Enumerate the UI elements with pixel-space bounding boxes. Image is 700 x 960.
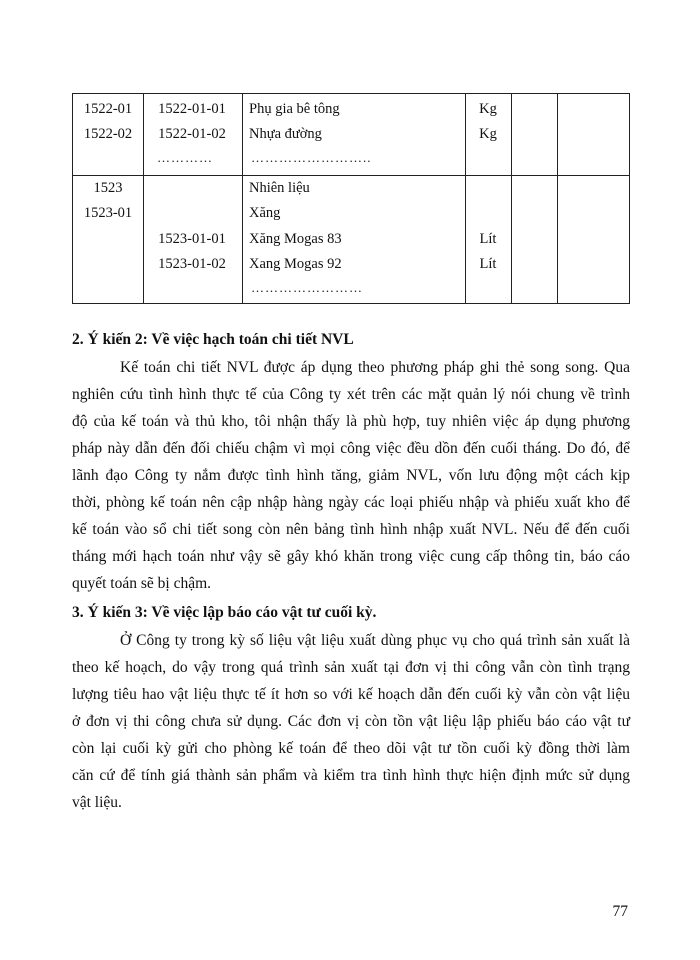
- table-cell-account: 1522-01: [83, 101, 133, 117]
- table-cell-subaccount: 1522-01-02: [158, 126, 226, 142]
- table-cell-name: Phụ gia bê tông: [249, 101, 340, 117]
- table-cell-name: Xang Mogas 92: [249, 256, 342, 272]
- table-cell-account: 1523-01: [83, 205, 133, 221]
- table-col-divider: [143, 94, 144, 303]
- table-cell-name: Xăng: [249, 205, 281, 221]
- table-col-divider: [242, 94, 243, 303]
- table-cell-name: Nhựa đường: [249, 126, 322, 142]
- paragraph-line: quyết toán sẽ bị chậm.: [72, 575, 212, 592]
- table-cell-ellipsis: ……………………..: [251, 150, 372, 165]
- paragraph-line: nghiên cứu tình hình thực tế của Công ty xét trên các mặt quản lý nói chung về trình: [72, 386, 630, 403]
- table-cell-name: Nhiên liệu: [249, 180, 310, 196]
- paragraph-line: pháp này dẫn đến đối chiếu chậm vì mọi công việc đều dồn đến cuối tháng. Do đó, để: [72, 440, 630, 457]
- table-cell-unit: Kg: [479, 101, 497, 117]
- page-number: 77: [612, 903, 628, 920]
- table-cell-name: Xăng Mogas 83: [249, 231, 342, 247]
- table-cell-subaccount: 1522-01-01: [158, 101, 226, 117]
- materials-table: [72, 93, 630, 304]
- paragraph-line: còn lại cuối kỳ gửi cho phòng kế toán để theo dõi vật tư tồn cuối kỳ đồng thời làm: [72, 740, 630, 757]
- table-cell-subaccount: 1523-01-02: [158, 256, 226, 272]
- paragraph-line: tháng mới hạch toán như vậy sẽ gây khó khăn trong việc cung cấp thông tin, báo cáo: [72, 548, 630, 565]
- paragraph-line: Ở Công ty trong kỳ số liệu vật liệu xuất dùng phục vụ cho quá trình sản xuất là: [120, 632, 630, 649]
- paragraph-line: lượng tiêu hao vật liệu thực tế ít hơn so với kế hoạch dẫn đến cuối kỳ vẫn còn vật liệu: [72, 686, 630, 703]
- table-cell-subaccount: 1523-01-01: [158, 231, 226, 247]
- table-row-divider: [73, 175, 629, 176]
- table-col-divider: [557, 94, 558, 303]
- table-cell-ellipsis: ……………………: [251, 280, 363, 295]
- paragraph-line: thời, phòng kế toán nên cập nhập hàng ngày các loại phiếu nhập và phiếu xuất kho để: [72, 494, 630, 511]
- table-cell-account: 1523: [93, 180, 123, 196]
- table-cell-account: 1522-02: [83, 126, 133, 142]
- paragraph-line: Kế toán chi tiết NVL được áp dụng theo phương pháp ghi thẻ song song. Qua: [120, 359, 630, 376]
- table-cell-unit: Kg: [479, 126, 497, 142]
- paragraph-line: kế toán vào sổ chi tiết song còn nên bảng tình hình nhập xuất NVL. Nếu để đến cuối: [72, 521, 630, 538]
- paragraph-line: độ của kế toán và thủ kho, tôi nhận thấy là phù hợp, tuy nhiên việc áp dụng phương: [72, 413, 630, 430]
- table-col-divider: [465, 94, 466, 303]
- section-2-heading: 2. Ý kiến 2: Về việc hạch toán chi tiết NVL: [72, 331, 354, 348]
- paragraph-line: lãnh đạo Công ty nắm được tình hình tăng, giảm NVL, vốn lưu động một cách kịp: [72, 467, 630, 484]
- paragraph-line: ở đơn vị thi công chưa sử dụng. Các đơn vị còn tồn vật liệu lập phiếu báo cáo vật tư: [72, 713, 630, 730]
- table-cell-unit: Lít: [479, 231, 497, 247]
- table-col-divider: [511, 94, 512, 303]
- table-cell-unit: Lít: [479, 256, 497, 272]
- paragraph-line: căn cứ để tính giá thành sản phẩm và kiểm tra tình hình thực hiện định mức sử dụng: [72, 767, 630, 784]
- table-cell-ellipsis: …………: [157, 150, 213, 165]
- section-3-heading: 3. Ý kiến 3: Về việc lập báo cáo vật tư cuối kỳ.: [72, 604, 377, 621]
- paragraph-line: vật liệu.: [72, 794, 122, 811]
- paragraph-line: theo kế hoạch, do vậy trong quá trình sản xuất tại đơn vị thi công vẫn còn tình trạng: [72, 659, 630, 676]
